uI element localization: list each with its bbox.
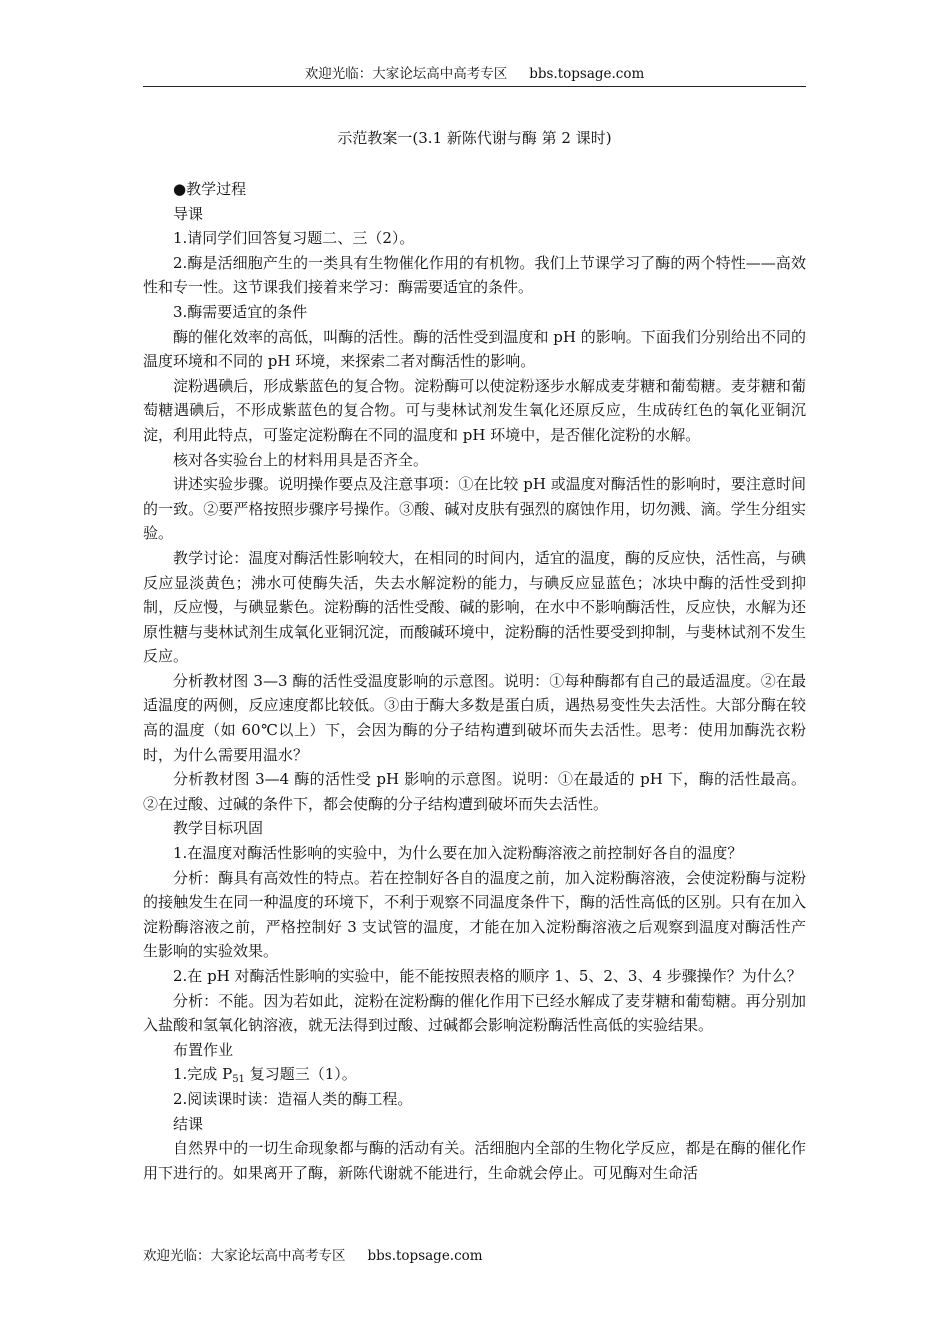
paragraph: 核对各实验台上的材料用具是否齐全。 <box>173 450 429 469</box>
paragraph: 导课 <box>173 204 204 223</box>
header-site-link[interactable]: bbs.topsage.com <box>529 66 645 82</box>
page-number-subscript: 51 <box>232 1074 245 1086</box>
document-title: 示范教案一(3.1 新陈代谢与酶 第 2 课时) <box>337 129 612 147</box>
paragraph: 1.在温度对酶活性影响的实验中，为什么要在加入淀粉酶溶液之前控制好各自的温度？ <box>173 844 743 863</box>
paragraph: 2.阅读课时读：造福人类的酶工程。 <box>173 1089 413 1108</box>
paragraph: 分析教材图 3—4 酶的活性受 pH 影响的示意图。说明：①在最适的 pH 下，酶的活性最高。②在过酸、过碱的条件下，都会使酶的分子结构遭到破坏而失去活性。 <box>143 770 806 813</box>
paragraph: 布置作业 <box>173 1040 234 1059</box>
footer-welcome-text: 欢迎光临：大家论坛高中高考专区 <box>143 1248 346 1264</box>
homework-suffix: 复习题三（1）。 <box>244 1065 357 1084</box>
paragraph: 讲述实验步骤。说明操作要点及注意事项：①在比较 pH 或温度对酶活性的影响时，要注意时间的一致。②要严格按照步骤序号操作。③酸、碱对皮肤有强烈的腐蚀作用，切勿溅、滴。学生分组实验。 <box>143 475 806 543</box>
page-footer <box>143 1248 483 1264</box>
homework-prefix: 1.完成 P <box>173 1065 233 1084</box>
paragraph: 自然界中的一切生命现象都与酶的活动有关。活细胞内全部的生物化学反应，都是在酶的催化作用下进行的。如果离开了酶，新陈代谢就不能进行，生命就会停止。可见酶对生命活 <box>143 1139 806 1182</box>
paragraph: 分析教材图 3—3 酶的活性受温度影响的示意图。说明：①每种酶都有自己的最适温度。②在最适温度的两侧，反应速度都比较低。③由于酶大多数是蛋白质，遇热易变性失去活性。大部分酶在较高的温度（如 60℃以上）下，会因为酶的分子结构遭到破坏而失去活性。思考：使用加酶洗衣粉时，为什么需要用温水？ <box>143 671 806 764</box>
paragraph: 2.酶是活细胞产生的一类具有生物催化作用的有机物。我们上节课学习了酶的两个特性——高效性和专一性。这节课我们接着来学习：酶需要适宜的条件。 <box>143 253 806 297</box>
paragraph: 教学目标巩固 <box>173 819 264 838</box>
homework-item-1 <box>143 1062 806 1087</box>
footer-site-link[interactable]: bbs.topsage.com <box>367 1248 483 1264</box>
document-body <box>143 177 806 1185</box>
paragraph: 淀粉遇碘后，形成紫蓝色的复合物。淀粉酶可以使淀粉逐步水解成麦芽糖和葡萄糖。麦芽糖和葡萄糖遇碘后，不形成紫蓝色的复合物。可与斐林试剂发生氧化还原反应，生成砖红色的氧化亚铜沉淀，利用此特点，可鉴定淀粉酶在不同的温度和 pH 环境中，是否催化淀粉的水解。 <box>143 376 806 444</box>
page-header <box>143 66 806 87</box>
header-welcome-text: 欢迎光临：大家论坛高中高考专区 <box>304 66 508 82</box>
paragraph: 分析：酶具有高效性的特点。若在控制好各自的温度之前，加入淀粉酶溶液，会使淀粉酶与淀粉的接触发生在同一种温度的环境下，不利于观察不同温度条件下，酶的活性高低的区别。只有在加入淀粉酶溶液之前，严格控制好 3 支试管的温度，才能在加入淀粉酶溶液之后观察到温度对酶活性产生影响的实验效果。 <box>143 868 806 961</box>
paragraph: 3.酶需要适宜的条件 <box>173 302 308 321</box>
paragraph: 2.在 pH 对酶活性影响的实验中，能不能按照表格的顺序 1、5、2、3、4 步骤操作？为什么？ <box>173 967 802 985</box>
paragraph: 结课 <box>173 1114 204 1133</box>
paragraph: 1.请同学们回答复习题二、三（2）。 <box>173 229 415 248</box>
paragraph: 教学讨论：温度对酶活性影响较大，在相同的时间内，适宜的温度，酶的反应快，活性高，与碘反应显淡黄色；沸水可使酶失活，失去水解淀粉的能力，与碘反应显蓝色；冰块中酶的活性受到抑制，反应慢，与碘显紫色。淀粉酶的活性受酸、碱的影响，在水中不影响酶活性，反应快，水解为还原性糖与斐林试剂生成氧化亚铜沉淀，而酸碱环境中，淀粉酶的活性要受到抑制，与斐林试剂不发生反应。 <box>143 548 806 666</box>
paragraph: 酶的催化效率的高低，叫酶的活性。酶的活性受到温度和 pH 的影响。下面我们分别给出不同的温度环境和不同的 pH 环境，来探索二者对酶活性的影响。 <box>143 327 806 371</box>
paragraph: ●教学过程 <box>173 180 247 198</box>
paragraph: 分析：不能。因为若如此，淀粉在淀粉酶的催化作用下已经水解成了麦芽糖和葡萄糖。再分别加入盐酸和氢氧化钠溶液，就无法得到过酸、过碱都会影响淀粉酶活性高低的实验结果。 <box>143 991 806 1035</box>
